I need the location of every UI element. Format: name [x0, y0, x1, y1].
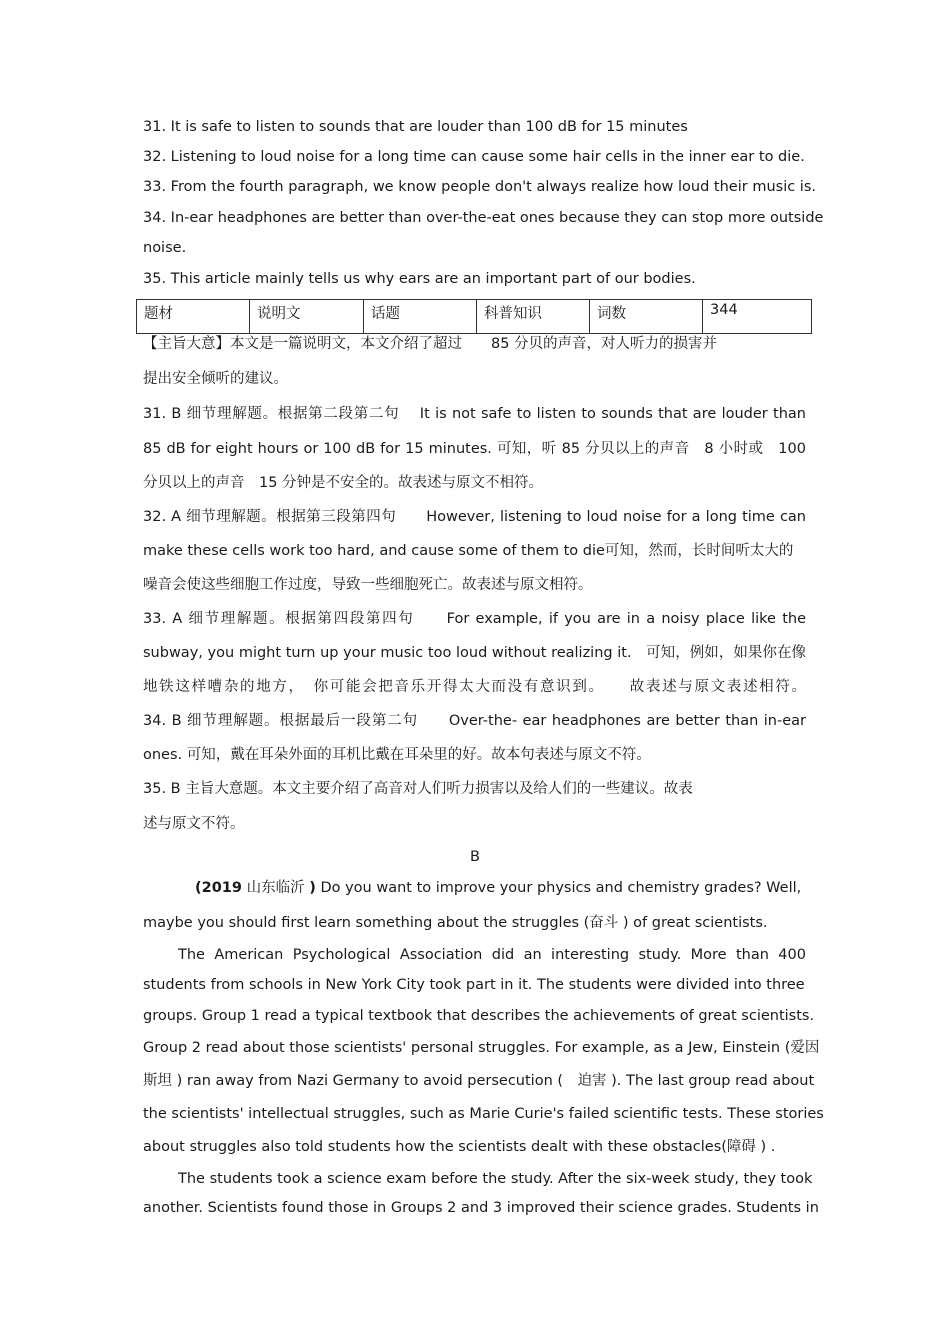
- section-b-line4: students from schools in New York City took part in it. The students were divided into three: [143, 977, 805, 993]
- question-31: 31. It is safe to listen to sounds that are louder than 100 dB for 15 minutes: [143, 119, 688, 135]
- source-year: (2019: [195, 880, 242, 896]
- question-34: 34. In-ear headphones are better than over-the-eat ones because they can stop more outside: [143, 210, 824, 226]
- section-b-line8: the scientists' intellectual struggles, such as Marie Curie's failed scientific tests. These stories: [143, 1106, 824, 1122]
- question-33: 33. From the fourth paragraph, we know people don't always realize how loud their music is.: [143, 179, 816, 195]
- cell-topic-label: 话题: [364, 300, 477, 334]
- source-place: 山东临沂: [241, 880, 310, 896]
- answer-33-line2: subway, you might turn up your music too loud without realizing it. 可知，例如，如果你在像: [143, 645, 806, 661]
- main-idea-line2: 提出安全倾听的建议。: [143, 371, 288, 387]
- answer-34-line1: 34. B 细节理解题。根据最后一段第二句 Over-the- ear headphones are better than in-ear: [143, 713, 806, 729]
- answer-31-line1: 31. B 细节理解题。根据第二段第二句 It is not safe to listen to sounds that are louder than: [143, 406, 806, 422]
- cell-wordcount-label: 词数: [590, 300, 703, 334]
- answer-33-line3: 地铁这样嘈杂的地方， 你可能会把音乐开得太大而没有意识到。 故表述与原文表述相符。: [143, 679, 806, 695]
- section-b-line3: The American Psychological Association did an interesting study. More than 400: [178, 947, 806, 963]
- answer-34-line2: ones. 可知，戴在耳朵外面的耳机比戴在耳朵里的好。故本句表述与原文不符。: [143, 747, 651, 763]
- answer-31-line2: 85 dB for eight hours or 100 dB for 15 minutes. 可知，听 85 分贝以上的声音 8 小时或 100: [143, 441, 806, 457]
- section-b-line5: groups. Group 1 read a typical textbook that describes the achievements of great scientists.: [143, 1008, 815, 1024]
- cell-wordcount-value: 344: [703, 300, 812, 334]
- answer-33-line1: 33. A 细节理解题。根据第四段第四句 For example, if you are in a noisy place like the: [143, 611, 806, 627]
- section-b-intro: Do you want to improve your physics and chemistry grades? Well,: [315, 880, 802, 896]
- table-row: [137, 300, 812, 334]
- section-b-line9: about struggles also told students how the scientists dealt with these obstacles(障碍 ) .: [143, 1139, 776, 1155]
- cell-genre-label: 题材: [137, 300, 250, 334]
- cell-topic-value: 科普知识: [477, 300, 590, 334]
- section-b-line6: Group 2 read about those scientists' personal struggles. For example, as a Jew, Einstein (爱因: [143, 1040, 820, 1056]
- cell-genre-value: 说明文: [250, 300, 364, 334]
- answer-32-line3: 噪音会使这些细胞工作过度，导致一些细胞死亡。故表述与原文相符。: [143, 577, 593, 593]
- answer-35-line1: 35. B 主旨大意题。本文主要介绍了高音对人们听力损害以及给人们的一些建议。故表: [143, 781, 693, 797]
- section-b-line10: The students took a science exam before the study. After the six-week study, they took: [178, 1171, 813, 1187]
- question-34-cont: noise.: [143, 240, 187, 256]
- section-b-line7: 斯坦 ) ran away from Nazi Germany to avoid persecution ( 迫害 ). The last group read about: [143, 1073, 815, 1089]
- section-b-line11: another. Scientists found those in Groups 2 and 3 improved their science grades. Students in: [143, 1200, 819, 1216]
- answer-35-line2: 述与原文不符。: [143, 816, 245, 832]
- source-close: ): [309, 880, 316, 896]
- main-idea-line1: 【主旨大意】本文是一篇说明文，本文介绍了超过 85 分贝的声音，对人听力的损害并: [143, 336, 718, 352]
- question-35: 35. This article mainly tells us why ears are an important part of our bodies.: [143, 271, 696, 287]
- answer-32-line1: 32. A 细节理解题。根据第三段第四句 However, listening to loud noise for a long time can: [143, 509, 806, 525]
- passage-info-table: [136, 299, 812, 334]
- answer-32-line2: make these cells work too hard, and cause some of them to die可知，然而，长时间听太大的: [143, 543, 794, 559]
- answer-31-line3: 分贝以上的声音 15 分钟是不安全的。故表述与原文不相符。: [143, 475, 544, 491]
- section-b-line1: [195, 878, 801, 898]
- question-32: 32. Listening to loud noise for a long time can cause some hair cells in the inner ear to die.: [143, 149, 805, 165]
- section-b-heading: B: [470, 849, 480, 865]
- section-b-line2: maybe you should first learn something about the struggles (奋斗 ) of great scientists.: [143, 915, 768, 931]
